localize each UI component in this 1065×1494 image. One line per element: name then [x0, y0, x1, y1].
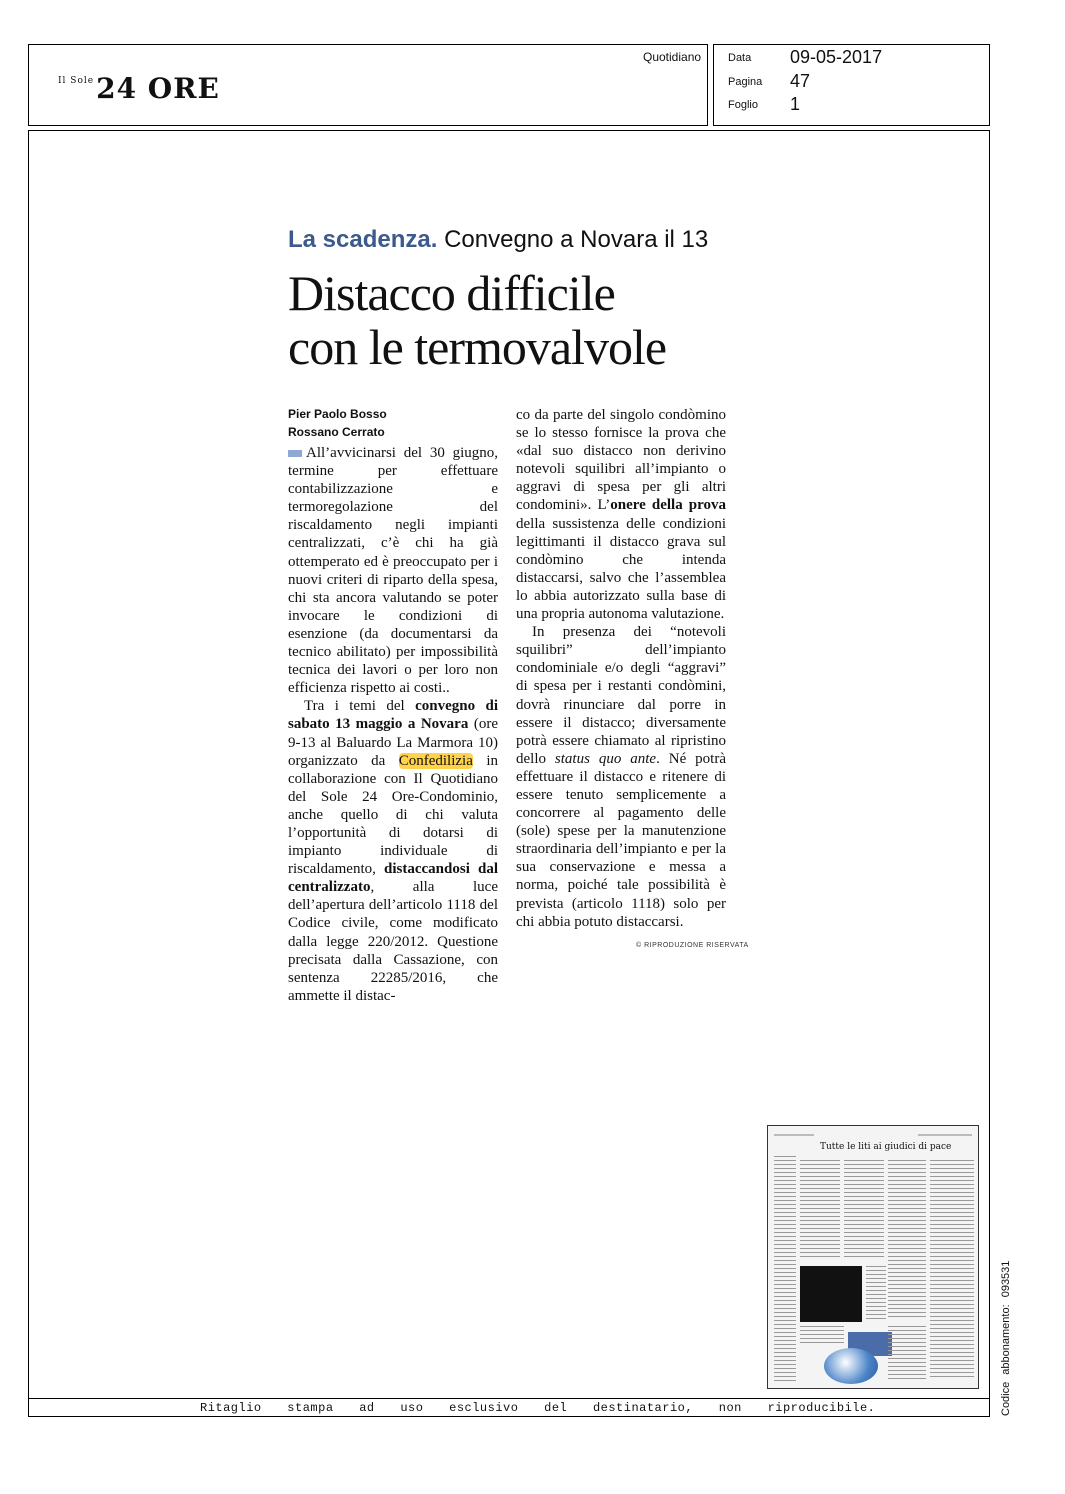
- article-headline: [288, 266, 666, 374]
- thumb-column: [888, 1160, 926, 1320]
- sheet-value: 1: [790, 94, 801, 114]
- headline-line-1: Distacco difficile: [288, 265, 615, 321]
- date-value: 09-05-2017: [790, 47, 883, 67]
- subscription-code-label: Codice abbonamento:: [1000, 1304, 1012, 1416]
- article-column-2: [516, 406, 726, 931]
- paragraph-3: co da parte del singolo condòmino se lo stesso fornisce la prova che «dal suo distacco non derivino notevoli squilibri all’impianto o aggravi di spesa per gli altri condomini». L’onere della prova della sussistenza delle condizioni legittimanti il distacco grava sul condòmino che intenda distaccarsi, salvo che l’assemblea lo abbia autorizzato sulla base di una propria autonoma valutazione.: [516, 407, 726, 623]
- author-1: Pier Paolo Bosso: [288, 407, 387, 421]
- author-2: Rossano Cerrato: [288, 425, 385, 439]
- logo-small-text: Il Sole: [58, 76, 95, 86]
- article-kicker: [288, 226, 708, 254]
- paragraph-4: In presenza dei “notevoli squilibri” dell’impianto condominiale e/o degli “aggravi” di spesa per i restanti condòmini, dovrà rinunciare dal porre in essere il distacco; diversamente potrà essere chiamato al ripristino dello status quo ante. Né potrà effettuare il distacco e ritenere di essere tenuto semplicemente a concorrere al pagamento delle (sole) spese per la manutenzione straordinaria dell’impianto e per la sua conservazione e messa a norma, poiché tale possibilità è prevista (articolo 1118) solo per chi abbia potuto distaccarsi.: [516, 624, 727, 930]
- page-label: Pagina: [728, 76, 763, 88]
- sheet-label: Foglio: [728, 99, 758, 111]
- logo-big-text: 24 ORE: [96, 72, 220, 105]
- paragraph-2: Tra i temi del convegno di sabato 13 maggio a Novara (ore 9-13 al Baluardo La Marmora 10) organizzato da Confedilizia in collaborazione con Il Quotidiano del Sole 24 Ore-Condominio, anche quello di chi valuta l’opportunità di dotarsi di impianto individuale di riscaldamento, distaccandosi dal centralizzato, alla luce dell’apertura dell’articolo 1118 del Codice civile, come modificato dalla legge 220/2012. Questione precisata dalla Cassazione, con sentenza 22285/2016, che ammette il distac-: [288, 698, 498, 1004]
- date-label: Data: [728, 52, 752, 64]
- footer-divider: [28, 1398, 990, 1399]
- copyright-note: © RIPRODUZIONE RISERVATA: [636, 942, 749, 949]
- thumb-column: [888, 1326, 926, 1382]
- article-authors: [288, 405, 387, 441]
- publication-type: Quotidiano: [643, 50, 702, 64]
- thumb-masthead-right: [918, 1134, 972, 1136]
- subscription-code-value: 093531: [1000, 1260, 1012, 1298]
- newspaper-logo: [58, 72, 220, 105]
- highlighted-term: Confedilizia: [398, 752, 473, 769]
- thumb-column: [774, 1156, 796, 1384]
- kicker-section: La scadenza.: [288, 226, 438, 253]
- thumb-globe-image: [824, 1348, 878, 1384]
- paragraph-1: All’avvicinarsi del 30 giugno, termine per effettuare contabilizzazione e termoregolazione del riscaldamento negli impianti centralizzati, c’è chi ha già ottemperato ed è preoccupato per i nuovi criteri di riparto della spesa, chi sta ancora valutando se poter invocare le condizioni di esenzione (da documentarsi da tecnico abilitato) per impossibilità tecnica dei lavori o per loro non efficienza rispetto ai costi..: [288, 445, 498, 697]
- thumb-headline: Tutte le liti ai giudici di pace: [820, 1142, 952, 1152]
- kicker-text: Convegno a Novara il 13: [444, 226, 709, 253]
- thumb-column: [800, 1160, 840, 1260]
- thumb-column: [800, 1326, 844, 1346]
- thumb-column: [930, 1160, 974, 1380]
- thumb-masthead: [774, 1134, 814, 1136]
- thumb-column: [844, 1160, 884, 1260]
- footer-notice: Ritaglio stampa ad uso esclusivo del destinatario, non riproducibile.: [200, 1401, 876, 1415]
- thumb-column: [866, 1266, 886, 1322]
- section-marker-icon: [288, 450, 302, 457]
- page-thumbnail: [767, 1125, 979, 1389]
- article-column-1: [288, 444, 498, 1005]
- thumb-dark-box: [800, 1266, 862, 1322]
- page-value: 47: [790, 71, 811, 91]
- headline-line-2: con le termovalvole: [288, 319, 667, 375]
- subscription-code: [1000, 1261, 1012, 1416]
